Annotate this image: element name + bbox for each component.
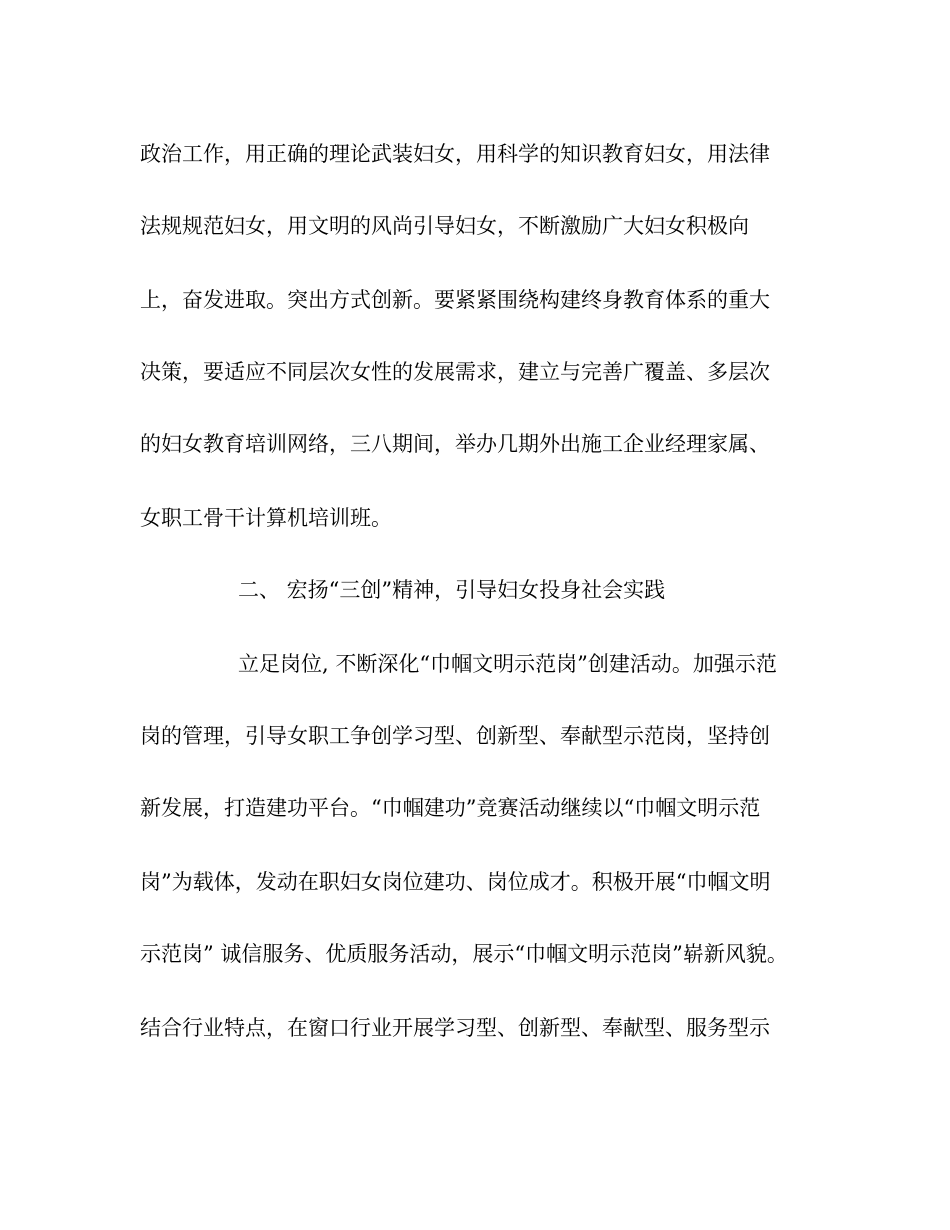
text-line-4: 决策，要适应不同层次女性的发展需求，建立与完善广覆盖、多层次 <box>140 360 770 384</box>
text-line-11: 岗”为载体，发动在职妇女岗位建功、岗位成才。积极开展“巾帼文明 <box>140 870 771 894</box>
text-line-3: 上，奋发进取。突出方式创新。要紧紧围绕构建终身教育体系的重大 <box>140 288 770 312</box>
text-line-9: 岗的管理，引导女职工争创学习型、创新型、奉献型示范岗，坚持创 <box>140 724 770 748</box>
text-line-5: 的妇女教育培训网络，三八期间，举办几期外出施工企业经理家属、 <box>140 432 770 456</box>
text-line-6: 女职工骨干计算机培训班。 <box>140 506 392 530</box>
section-heading: 二、 宏扬“三创”精神，引导妇女投身社会实践 <box>238 578 666 602</box>
paragraph-first-line: 立足岗位, 不断深化“巾帼文明示范岗”创建活动。加强示范 <box>238 652 777 676</box>
text-line-12: 示范岗” 诚信服务、优质服务活动，展示“巾帼文明示范岗”崭新风貌。 <box>140 942 788 966</box>
text-line-13: 结合行业特点，在窗口行业开展学习型、创新型、奉献型、服务型示 <box>140 1016 770 1040</box>
text-line-10: 新发展，打造建功平台。“巾帼建功”竞赛活动继续以“巾帼文明示范 <box>140 796 761 820</box>
text-line-1: 政治工作，用正确的理论武装妇女，用科学的知识教育妇女，用法律 <box>140 142 770 166</box>
text-line-2: 法规规范妇女，用文明的风尚引导妇女，不断激励广大妇女积极向 <box>140 214 749 238</box>
